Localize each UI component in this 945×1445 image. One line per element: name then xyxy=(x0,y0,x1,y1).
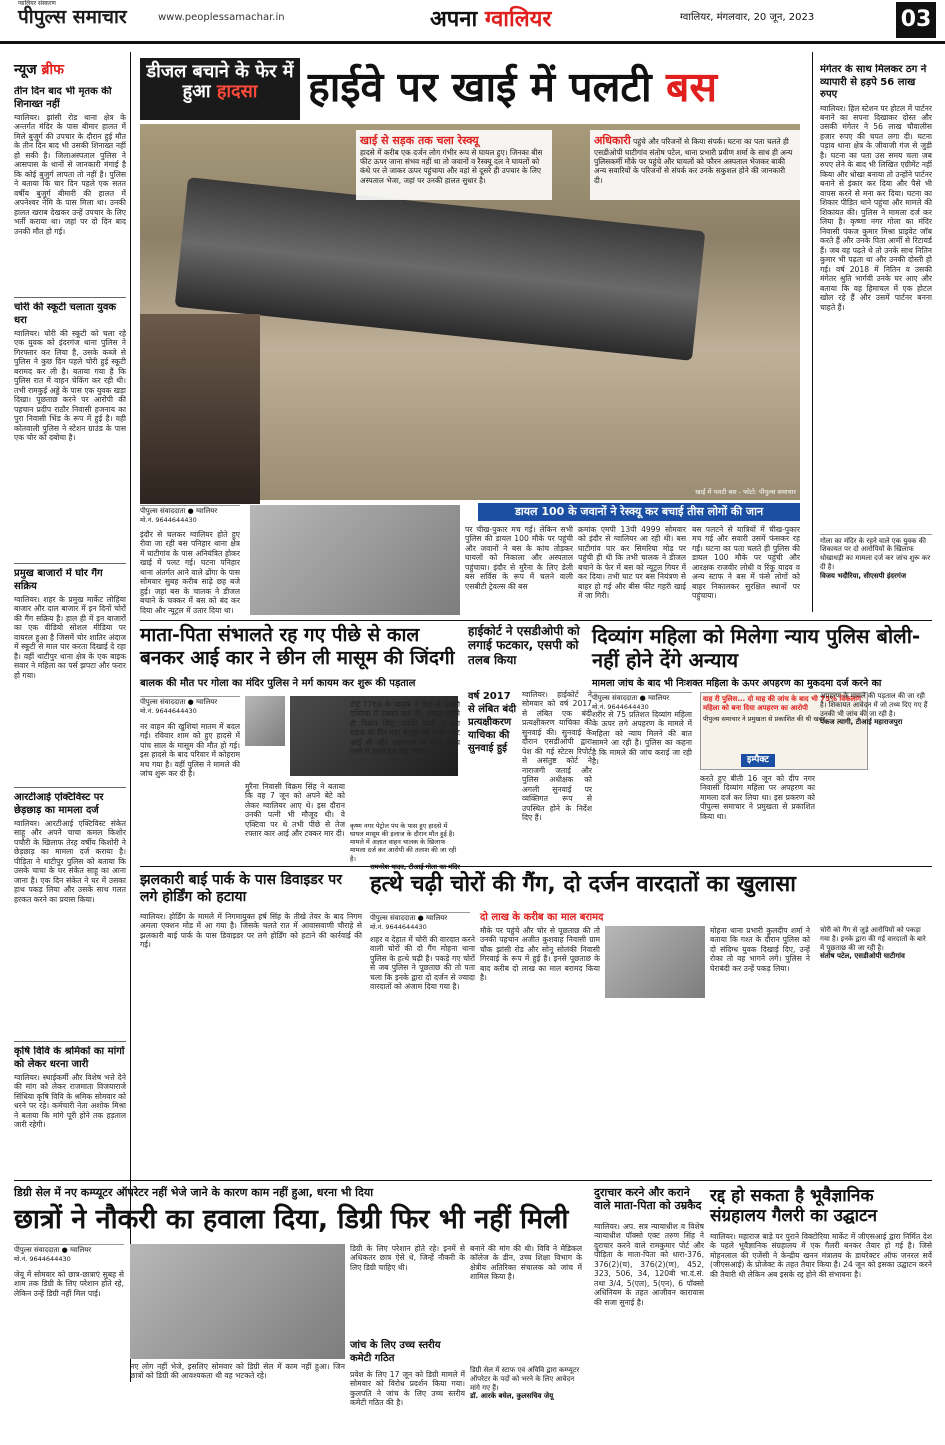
officials-box-body: पहुंचे और परिजनों से किया संपर्क। घटना का पता चलते ही एसडीओपी घाटीगांव संतोष पटेल, थाना प्रभारी प्रवीण शर्मा के साथ ही अन्य पुलिसकर्मी मौके पर पहुंचे और घायलों को फौरन अस्पताल भेजकर बाकी अन्य सवारियों के परिजनों से संपर्क कर उनके सकुशल होने की जानकारी दी। xyxy=(594,137,793,185)
section-title-b: ग्वालियर xyxy=(484,7,552,32)
masthead xyxy=(0,0,945,44)
story7-headline: छात्रों ने नौकरी का हवाला दिया, डिग्री फिर भी नहीं मिली xyxy=(14,1204,569,1235)
story4-byline xyxy=(592,692,692,711)
brief-item-head: चोरी की स्कूटी चलाता युवक धरा xyxy=(14,302,117,326)
story6-subhead-text: दो लाख के करीब का माल बरामद xyxy=(480,912,604,923)
story4-deck: मामला जांच के बाद भी निःशक्त महिला के ऊपर अपहरण का मुकदमा दर्ज करने का xyxy=(592,678,882,689)
story3-body: ग्वालियर। हाईकोर्ट ने सोमवार को वर्ष 2017 से लंबित एक बंदी प्रत्यक्षीकरण याचिका की सुनवाई की। सुनवाई के दौरान एसडीओपी द्वारा पेश की गई स्टेटस रिपोर्ट से असंतुष्ट कोर्ट ने नाराजगी जताई और पुलिस अधीक्षक को अगली सुनवाई पर व्यक्तिगत रूप से उपस्थित होने के निर्देश दिए हैं। xyxy=(522,690,592,823)
officials-box-lead: अधिकारी xyxy=(594,134,631,147)
lead-headline-text: हाईवे पर खाई में पलटी xyxy=(308,63,652,111)
story6-quote-by: संतोष पटेल, एसडीओपी घाटीगांव xyxy=(820,952,905,961)
section-title-a: अपना xyxy=(430,7,478,32)
accused-photo xyxy=(605,926,705,998)
story6-quote xyxy=(820,926,932,961)
story3-headline: हाईकोर्ट ने एसडीओपी को लगाई फटकार, एसपी को तलब किया xyxy=(468,624,580,667)
story6-headline: हत्थे चढ़ी चोरों की गैंग, दो दर्जन वारदातों का खुलासा xyxy=(370,872,796,897)
story6-subhead xyxy=(480,912,710,925)
brief-item-body: ग्वालियर। स्थाईकर्मी और विशेष भत्ते देने की मांग को लेकर राजमाता विजयाराजे सिंधिया कृषि विवि के श्रमिक सोमवार को धरने पर रहे। कर्मचारी नेता अशोक मिश्रा ने बताया कि मांगे पूरी होने तक हड़ताल जारी रहेगी। xyxy=(14,1073,126,1130)
degree-office-photo xyxy=(130,1244,345,1359)
story2-body-2: मुरैना निवासी विक्रम सिंह ने बताया कि वह 7 जून को अपने बेटे को लेकर ग्वालियर आए थे। इस दौरान उनकी पत्नी भी मौजूद थी। वे एक्टिवा पर थे तभी पीछे से तेज रफ्तार कार आई और टक्कर मार दी। xyxy=(245,782,345,839)
story2-body-3: डीई 7769 के चालक ने पीछे से उनकी एक्टिवा में टक्कर मार दी। टक्कर लगते ही विक्रम सिंह, उनकी पत्नी व बेटा सड़क पर गिर गए। मासूम को गंभीर चोट आई थी और अस्पताल ले जाते समय रास्ते में उसने दम तोड़ दिया। xyxy=(350,700,460,757)
story4-quote xyxy=(820,692,932,727)
brief-item xyxy=(14,302,126,564)
right-story-head: मंगेतर के साथ मिलकर ठग ने व्यापारी से हड़पे 56 लाख रुपए xyxy=(820,64,927,100)
brief-item xyxy=(14,568,126,788)
logo-subtitle: ग्वालियर संस्करण xyxy=(18,0,56,7)
story2-phone: मो.नं. 9644644430 xyxy=(140,706,197,715)
story6-byline xyxy=(370,912,470,931)
lead-body-3: क्रमांक एमपी 13पी 4999 सोमवार को इंदौर से ग्वालियर आ रही थी। बस घाटीगांव पार कर सिमरिया मोड़ पर पहुंची ही थी कि तभी चालक ने डीजल बचाने के फेर में बस को न्यूट्रल गियर में कर दिया। तभी घाट पर बस नियंत्रण से बाहर हो गई और बीस फीट गहरी खाई में जा गिरी। xyxy=(578,525,686,601)
brief-item-head: तीन दिन बाद भी मृतक की शिनाख्त नहीं xyxy=(14,86,112,110)
story4-headline: दिव्यांग महिला को मिलेगा न्याय पुलिस बोली-नहीं होने देंगे अन्याय xyxy=(592,624,921,672)
story7-body-4: प्रवेश के लिए 17 जून को डिग्री मामले में सोमवार को विरोध प्रदर्शन किया गया। कुलपति ने जांच के लिए उच्च स्तरीय कमेटी गठित की है। xyxy=(350,1370,465,1408)
story6-quote-text: चोरी को गैंग से जुड़े आरोपियों को पकड़ा गया है। इनके द्वारा की गई वारदातों के बारे में पूछताछ की जा रही है। xyxy=(820,926,926,952)
brief-column xyxy=(14,86,126,1366)
story4-quote-by: पंकज त्यागी, टीआई महाराजपुरा xyxy=(820,718,903,727)
brief-item xyxy=(14,86,126,298)
lead-caption-bar: डायल 100 के जवानों ने रेस्क्यू कर बचाई तीस लोगों की जान xyxy=(478,503,800,521)
right-story-body: ग्वालियर। हिल स्टेशन पर होटल में पार्टनर बनाने का सपना दिखाकर दोस्त और उसकी मंगेतर ने 56 लाख चौवालीस हजार रुपए की चपत लगा दी। घटना पड़ाव थाना क्षेत्र के जीवाजी गंज से जुड़ी है। घटना का पता उस समय चला जब रुपए लेने के बाद भी लिखित एग्रीमेंट नहीं किया और धोखा बनाया तो उन्होंने पार्टनर बनाने से इंकार कर दिया और पैसे भी वापस करने से मना कर दिया। घटना का शिकार पीड़ित थाने पहुंचा और मामले की शिकायत की। पुलिस ने मामला दर्ज कर लिया है। कृष्णा नगर गोला का मंदिर निवासी पंकज कुमार मिश्रा प्राइवेट जॉब करते हैं और उनके पिता आर्मी से रिटायर्ड हैं। जब वह पढ़ते थे तो उनके साथ नितिन कुमार भी पढ़ता था और उनकी दोस्ती हो गई। वर्ष 2018 में नितिन व उसकी मंगेतर श्रुति भार्गवी उनके घर आए और बताया कि वह हिमाचल में एक होटल खोल रहे हैं और उसमें पार्टनर बनना चाहते हैं। xyxy=(820,103,932,312)
story7-body-2: नए लोग नहीं भेजे, इसलिए सोमवार को डिग्री सेल में काम नहीं हुआ। जिन छात्रों को डिग्री की आवश्यकता थी वह भटकते रहे। xyxy=(130,1362,345,1381)
story6-body-2: मौके पर पहुंचे और चोर से पूछताछ की तो उनकी पहचान अजीत कुशवाह निवासी ग्राम चौक झांसी रोड और सोनू सोलंकी निवासी गिरवाई के रूप में हुई है। इनसे पूछताछ के बाद करीब दो लाख का माल बरामद किया है। xyxy=(480,926,600,983)
story6-phone: मो.नं. 9644644430 xyxy=(370,922,427,931)
lead-body-2: पर चीख-पुकार मच गई। लेकिन सभी पुलिस की डायल 100 मौके पर पहुंची और जवानों ने बस के कांच तोड़कर घायलों को निकाला और अस्पताल पहुंचाया। इंदौर से मुरैना के लिए डेली बस सर्विस के रूप में चलने वाली एसबीटी ट्रेवल्स की बस xyxy=(465,525,573,591)
story4-quote-text: अपहरण के मामले की पड़ताल की जा रही है। शिकायत आवेदन में जो तथ्य दिए गए हैं उनकी भी जांच की जा रही है। xyxy=(820,692,928,718)
section-rule-3 xyxy=(14,1180,932,1181)
story7-body-5: बनाने की मांग की थी। विवि ने मेडिकल कॉलेज के डीन, उच्च शिक्षा विभाग के क्षेत्रीय अतिरिक्त संचालक को जांच में शामिल किया है। xyxy=(470,1244,582,1282)
lead-body-4: बस पलटने से यात्रियों में चीख-पुकार मच गई और सवारी उसमें फंसकर रह गईं। घटना का पता चलते ही पुलिस की डायल 100 मौके पर पहुंची और आरक्षक राजवीर लोधी व रिंकू यादव व अन्य स्टाफ ने बस में फंसे लोगों को बाहर निकालकर सुरक्षित स्थानों पर पहुंचाया। xyxy=(692,525,800,601)
story7-body-3: डिग्री के लिए परेशान होते रहे। इनमें से अधिकतर छात्र ऐसे थे, जिन्हें नौकरी के लिए डिग्री चाहिए थी। xyxy=(350,1244,465,1272)
impact-clip-head: वाह री पुलिस... दो माह की जांच के बाद भी 75% विकलांग महिला को बना दिया अपहरण का आरोपी xyxy=(703,695,862,712)
story7-byline xyxy=(14,1244,124,1263)
newspaper-logo xyxy=(18,0,127,30)
story2-byline xyxy=(140,696,240,715)
impact-badge: इम्पैक्ट xyxy=(741,754,775,767)
story2-byline-text: पीपुल्स संवाददाता ● ग्वालियर xyxy=(140,696,240,707)
lead-headline xyxy=(308,62,808,113)
story6-body-3: मोहना थाना प्रभारी कुलदीप शर्मा ने बताया कि गश्त के दौरान पुलिस को दो संदिग्ध युवक दिखाई दिए, उन्हें रोका तो वह भागने लगे। पुलिस ने घेराबंदी कर उन्हें पकड़ लिया। xyxy=(710,926,810,973)
story5-body: ग्वालियर। होर्डिंग के मामले में निगमायुक्त हर्ष सिंह के तीखे तेवर के बाद निगम अमला एक्शन मोड में आ गया है। जिसके चलते रात में आवासवाणी चौराहे से झलकारी बाई पार्क के पास डिवाइडर पर लगे होर्डिंग को हटाने की कार्रवाई की गई। xyxy=(140,912,362,950)
section-rule-2 xyxy=(140,866,932,867)
section-rule-1 xyxy=(140,620,932,621)
dateline: ग्वालियर, मंगलवार, 20 जून, 2023 xyxy=(680,12,815,23)
story6-byline-text: पीपुल्स संवाददाता ● ग्वालियर xyxy=(370,912,470,923)
story2-quote-text: कृष्ण नगर पेट्रोल पंप के पास हुए हादसे में घायल मासूम की इलाज के दौरान मौत हुई है। मामले में अज्ञात वाहन चालक के खिलाफ मामला दर्ज कर आरोपी की तलाश की जा रही है। xyxy=(350,822,457,863)
story9-headline: रद्द हो सकता है भूवैज्ञानिक संग्रहालय गैलरी का उद्घाटन xyxy=(710,1186,878,1227)
story4-body-2: करते हुए बीती 16 जून को दीप नगर निवासी दिव्यांग महिला पर अपहरण का मामला दर्ज कर लिया था। इस प्रकरण को पीपुल्स समाचार ने प्रमुखता से प्रकाशित किया था। xyxy=(700,774,815,821)
rescue-info-box xyxy=(356,130,552,200)
section-title xyxy=(430,6,551,34)
lead-kicker xyxy=(140,58,300,120)
inset-photo-woman xyxy=(140,314,260,504)
story7-subhead: जांच के लिए उच्च स्तरीय कमेटी गठित xyxy=(350,1340,441,1364)
story3-sidebar: वर्ष 2017 से लंबित बंदी प्रत्यक्षीकरण याचिका की सुनवाई हुई xyxy=(468,691,517,754)
lead-kicker-red: हादसा xyxy=(216,80,258,102)
photo-credit: खाई में पलटी बस - फोटो: पीपुल्स समाचार xyxy=(695,487,796,496)
story6-body-1: शहर व देहात में चोरी की वारदात करने वाली चोरों की दो गैंग मोहना थाना पुलिस के हत्थे चढ़ी है। पकड़े गए चोरों से जब पुलिस ने पूछताछ की तो पता चला कि इनके द्वारा दो दर्जन से ज्यादा वारदातों को अंजाम दिया गया है। xyxy=(370,935,475,992)
brief-item-head: कृषि विवि के श्रमिकों का मांगों को लेकर धरना जारी xyxy=(14,1046,125,1070)
brief-title xyxy=(14,62,64,80)
brief-title-b: ब्रीफ xyxy=(41,62,64,78)
story4-phone: मो.नं. 9644644430 xyxy=(592,702,649,711)
rescue-box-body: हादसे में करीब एक दर्जन लोग गंभीर रूप से घायल हुए। जिनका बीस फीट ऊपर जाना संभव नहीं था तो जवानों व रैस्क्यू दल ने घायलों को कंधे पर ले जाकर ऊपर पहुंचाया और वहां से दूसरे ही उपचार के लिए अस्पताल भेजा, जहां पर उनकी हालत सुधार है। xyxy=(360,147,543,185)
impact-clip-note: पीपुल्स समाचार ने प्रमुखता से प्रकाशित की थी खबर xyxy=(703,714,826,723)
brief-item-body: ग्वालियर। चोरी की स्कूटी को चला रहे एक युवक को इंदरगंज थाना पुलिस ने गिरफ्तार कर लिया है, उसके कब्जे से पुलिस ने कुछ दिन पहले चोरी हुई स्कूटी बरामद कर ली है। बताया गया है कि पुलिस रात में वाहन चेकिंग कर रही थी। तभी रामकुई अड्डे के पास एक युवक खड़ा दिखा। पूछताछ करने पर आरोपी की पहचान प्रदीप राठौर निवासी हजनाय का पुरा निवासी भिंड के रूप में हुई है। वही कोतवाली पुलिस ने स्टेशन ग्राउंड के पास एक चोर को दबोचा है। xyxy=(14,329,126,443)
lead-kicker-text: डीजल बचाने के फेर में हुआ xyxy=(146,61,294,102)
right-column-story xyxy=(820,64,932,604)
rescue-box-title: खाई से सड़क तक चला रेस्क्यू xyxy=(360,134,479,147)
column-rule-right xyxy=(812,52,813,612)
story9-body: ग्वालियर। महाराज बाड़े पर पुराने विक्टोरिया मार्केट में जीएसआई द्वारा निर्मित देश के पहले भूवैज्ञानिक संग्रहालय में एक गैलरी बनकर तैयार हो गई है। जिसे मोहनलाल की एजेंसी ने केन्द्रीय खनन मंत्रालय के डायरेक्टर ऑफ जनरल सर्वे (जीएसआई) के प्रोजेक्ट के तहत तैयार किया है। 24 जून को इसका उद्घाटन करने की तैयारी थी लेकिन अब इसके रद्द होने की संभावना है। xyxy=(710,1232,932,1279)
right-story-quote xyxy=(820,534,932,581)
right-quote-text: गोला का मंदिर के रहने वाले एक युवक की शिकायत पर दो आरोपियों के खिलाफ धोखाधड़ी का मामला दर्ज कर जांच शुरू कर दी है। xyxy=(820,536,931,571)
story2-quote xyxy=(350,822,460,871)
story8-body: ग्वालियर। अप. सत्र न्यायाधीश व विशेष न्यायाधीश पॉक्सो एक्ट तरुण सिंह ने दुराचार करने वाले रामकुमार पोर्ट और पीड़िता के माता-पिता को धारा-376, 376(2)(च), 376(2)(ण), 452, 323, 506, 34, 120बी भा.दं.सं. तथा 3/4, 5(एल), 5(एन), 6 पॉक्सो अधिनियम के तहत आजीवन कारावास की सजा सुनाई है। xyxy=(594,1222,704,1307)
column-rule-left xyxy=(130,52,131,1382)
story2-headline: माता-पिता संभालते रह गए पीछे से काल बनकर आई कार ने छीन ली मासूम की जिंदगी xyxy=(140,624,455,669)
lead-body-1: इंदौर से चलकर ग्वालियर होते हुए रीवा जा रही बस पनिहार थाना क्षेत्र में घाटीगांव के पास अनियंत्रित होकर खाई में पलट गई। घटना पनिहार थाना अंतर्गत आने वाले ढोंगा के पास सोमवार सुबह करीब साढ़े छह बजे हुई। जहां बस के चालक ने डीजल बचाने के चक्कर में बस को बंद कर दिया और न्यूट्रल में उतार दिया था। xyxy=(140,530,240,615)
right-quote-by: विजय भदौरिया, सीएसपी इंदरगंज xyxy=(820,571,907,580)
brief-item-body: ग्वालियर। शहर के प्रमुख मार्केट लोहिया बाजार और दाल बाजार में इन दिनों चोरों की गैंग सक्रिय है। हाल ही में इन बाजारों का एक वीडियो सोशल मीडिया पर वायरल हुआ है जिसमें चोर शातिर अंदाज में स्कूटी से माल पार करता दिखाई दे रहा है। वहीं थाटीपुर थाना क्षेत्र के एक बाइक सवार ने महिला का पर्स झपटा और फरार हो गया। xyxy=(14,595,126,680)
lead-byline-text: पीपुल्स संवाददाता ● ग्वालियर xyxy=(140,505,240,516)
lead-byline xyxy=(140,505,240,524)
story4-byline-text: पीपुल्स संवाददाता ● ग्वालियर xyxy=(592,692,692,703)
website-url[interactable]: www.peoplessamachar.in xyxy=(158,12,285,23)
lead-phone: मो.नं. 9644644430 xyxy=(140,515,197,524)
story8-headline: दुराचार करने और कराने वाले माता-पिता को उम्रकैद xyxy=(594,1186,702,1213)
story5-headline: झलकारी बाई पार्क के पास डिवाइडर पर लगे होर्डिंग को हटाया xyxy=(140,872,342,905)
story7-byline-text: पीपुल्स संवाददाता ● ग्वालियर xyxy=(14,1244,124,1255)
story7-body-1: जेयू में सोमवार को छात्र-छात्राएं सुबह से शाम तक डिग्री के लिए परेशान होते रहे, लेकिन उन्हें डिग्री नहीं मिल पाई। xyxy=(14,1270,124,1298)
brief-item-head: आरटीआई एक्टिविस्ट पर छेड़छाड़ का मामला दर्ज xyxy=(14,792,104,816)
story7-kicker: डिग्री सेल में नए कम्प्यूटर ऑपरेटर नहीं भेजे जाने के कारण काम नहीं हुआ, धरना भी दिया xyxy=(14,1186,374,1199)
lead-headline-red: बस xyxy=(665,63,718,111)
story7-quote-text: डिग्री सेल में स्टाफ एवं अविवि द्वारा कम्प्यूटर ऑपरेटर के पदों को भरने के लिए आवेदन मांगे गए हैं। xyxy=(470,1366,580,1392)
officials-info-box xyxy=(590,130,800,200)
brief-title-a: न्यूज xyxy=(14,62,37,78)
story7-quote xyxy=(470,1366,582,1401)
brief-item-body: ग्वालियर। आरटीआई एक्टिविस्ट संकेत साहू और अपने चाचा कमल किशोर पचौरी के खिलाफ तेरह वर्षीय किशोरी ने छेड़छाड़ का मामला दर्ज कराया है। पीड़िता ने थाटीपुर पुलिस को बताया कि उसके चाचा के घर संकेत साहू का आना जाना है। एक दिन संकेत ने घर में उसका हाथ पकड़ लिया और उसके साथ गलत हरकत करने का प्रयास किया। xyxy=(14,819,126,904)
child-photo xyxy=(245,696,285,746)
story2-deck: बालक की मौत पर गोला का मंदिर पुलिस ने मर्ग कायम कर शुरू की पड़ताल xyxy=(140,678,416,689)
story2-body-1: नर वाहन की खुशियां मातम में बदल गईं। रविवार शाम को हुए हादसे में पांच साल के मासूम की मौत हो गई। इस हादसे के बाद परिवार में कोहराम मच गया है। वहीं पुलिस ने मामले की जांच शुरू कर दी है। xyxy=(140,722,240,779)
story4-body-1: शरीर से 75 प्रतिशत दिव्यांग महिला के ऊपर लगे अपहरण के मामले में महिला को न्याय मिलने की बात सामने आ रही है। पुलिस का कहना है कि मामले की जांच कराई जा रही है। xyxy=(592,710,692,767)
story7-phone: मो.नं. 9644644430 xyxy=(14,1254,71,1263)
brief-item xyxy=(14,792,126,1042)
logo-text: पीपुल्स समाचार xyxy=(18,6,127,28)
hospital-photo xyxy=(250,505,460,615)
brief-item-body: ग्वालियर। झांसी रोड थाना क्षेत्र के अन्तर्गत मंदिर के पास बीमार हालत में मिले बुजुर्ग की उपचार के दौरान हुई मौत के तीन दिन बाद भी उसकी शिनाख्त नहीं हो सकी है। जिलाअस्पताल पुलिस ने आसपास के थानों से जानकारी मंगाई है कि कोई बुजुर्ग लापता तो नहीं है। पुलिस ने बताया कि चार दिन पहले एक सतत वर्षीय बुजुर्ग बीमारी की हालत में अपनेश्वर नेमि के पास मिला था। उनकी हालत खराब देखकर उन्हें उपचार के लिए भर्ती कराया था। जहां पर दो दिन बाद उनकी मौत हो गई। xyxy=(14,113,126,236)
story7-quote-by: डॉ. आरके बघेल, कुलसचिव जेयू xyxy=(470,1392,554,1401)
brief-item-head: प्रमुख बाजारों में घोर गैंग सक्रिय xyxy=(14,568,103,592)
page-number: 03 xyxy=(896,2,936,38)
